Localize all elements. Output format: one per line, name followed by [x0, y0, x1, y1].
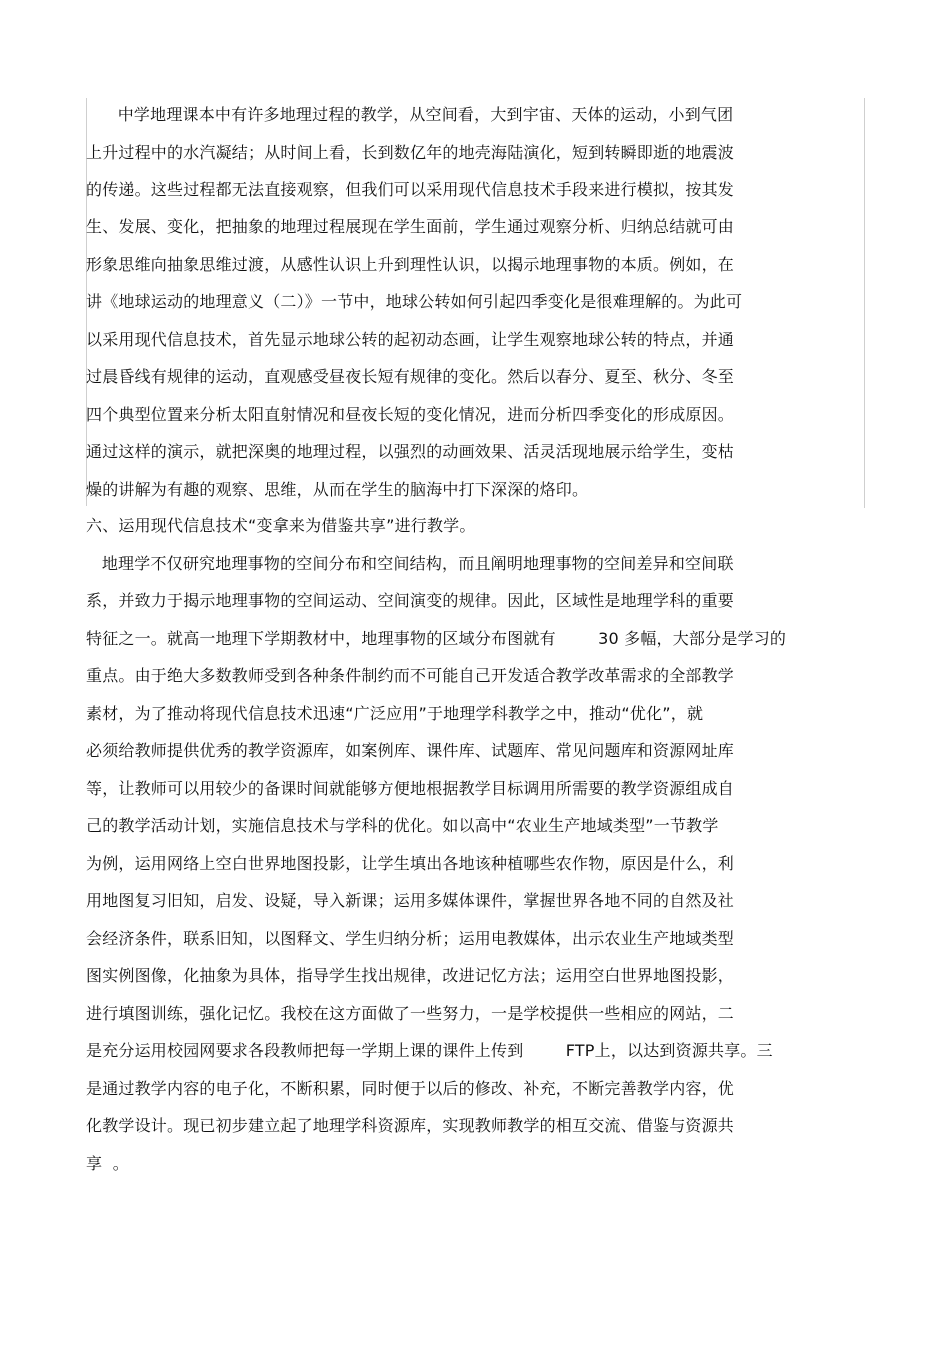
text-line: 上升过程中的水汽凝结；从时间上看，长到数亿年的地壳海陆演化，短到转瞬即逝的地震波 [86, 143, 735, 162]
text-line: 等，让教师可以用较少的备课时间就能够方便地根据教学目标调用所需要的教学资源组成自 [86, 779, 735, 798]
text-line: 四个典型位置来分析太阳直射情况和昼夜长短的变化情况，进而分析四季变化的形成原因。 [86, 405, 735, 424]
text-line: 化教学设计。现已初步建立起了地理学科资源库，实现教师教学的相互交流、借鉴与资源共 [86, 1116, 735, 1135]
text-line: 中学地理课本中有许多地理过程的教学，从空间看，大到宇宙、天体的运动，小到气团 [86, 105, 734, 124]
text-line: 通过这样的演示，就把深奥的地理过程，以强烈的动画效果、活灵活现地展示给学生，变枯 [86, 442, 735, 461]
text-line: 图实例图像，化抽象为具体，指导学生找出规律，改进记忆方法；运用空白世界地图投影， [86, 966, 735, 985]
text-line: 特征之一。就高一地理下学期教材中，地理事物的区域分布图就有 30 多幅，大部分是学习的 [86, 629, 787, 648]
text-line: 系，并致力于揭示地理事物的空间运动、空间演变的规律。因此，区域性是地理学科的重要 [86, 591, 735, 610]
text-line: 是充分运用校园网要求各段教师把每一学期上课的课件上传到 FTP上，以达到资源共享。三 [86, 1041, 773, 1060]
text-line: 素材，为了推动将现代信息技术迅速“广泛应用”于地理学科教学之中，推动“优化”，就 [86, 704, 704, 723]
text-line: 为例，运用网络上空白世界地图投影，让学生填出各地该种植哪些农作物，原因是什么，利 [86, 854, 735, 873]
text-line: 重点。由于绝大多数教师受到各种条件制约而不可能自己开发适合教学改革需求的全部教学 [86, 666, 735, 685]
section-heading: 六、运用现代信息技术“变拿来为借鉴共享”进行教学。 [86, 516, 476, 535]
text-line: 生、发展、变化，把抽象的地理过程展现在学生面前，学生通过观察分析、归纳总结就可由 [86, 217, 735, 236]
text-line: 必须给教师提供优秀的教学资源库，如案例库、课件库、试题库、常见问题库和资源网址库 [86, 741, 735, 760]
text-line: 讲《地球运动的地理意义（二）》一节中，地球公转如何引起四季变化是很难理解的。为此可 [86, 292, 743, 311]
text-line: 进行填图训练，强化记忆。我校在这方面做了一些努力，一是学校提供一些相应的网站，二 [86, 1004, 735, 1023]
text-line: 享 。 [86, 1154, 129, 1173]
text-line: 过晨昏线有规律的运动，直观感受昼夜长短有规律的变化。然后以春分、夏至、秋分、冬至 [86, 367, 735, 386]
text-line: 用地图复习旧知，启发、设疑，导入新课；运用多媒体课件，掌握世界各地不同的自然及社 [86, 891, 735, 910]
text-line: 会经济条件，联系旧知，以图释文、学生归纳分析；运用电教媒体，出示农业生产地域类型 [86, 929, 735, 948]
text-line: 形象思维向抽象思维过渡，从感性认识上升到理性认识，以揭示地理事物的本质。例如，在 [86, 255, 735, 274]
text-line: 地理学不仅研究地理事物的空间分布和空间结构，而且阐明地理事物的空间差异和空间联 [86, 554, 734, 573]
text-line: 是通过教学内容的电子化，不断积累，同时便于以后的修改、补充，不断完善教学内容，优 [86, 1079, 735, 1098]
text-line: 燥的讲解为有趣的观察、思维，从而在学生的脑海中打下深深的烙印。 [86, 480, 589, 499]
text-line: 以采用现代信息技术，首先显示地球公转的起初动态画，让学生观察地球公转的特点，并通 [86, 330, 735, 349]
text-line: 己的教学活动计划，实施信息技术与学科的优化。如以高中“农业生产地域类型”一节教学 [86, 816, 719, 835]
right-margin-rule [864, 98, 865, 508]
text-line: 的传递。这些过程都无法直接观察，但我们可以采用现代信息技术手段来进行模拟，按其发 [86, 180, 735, 199]
